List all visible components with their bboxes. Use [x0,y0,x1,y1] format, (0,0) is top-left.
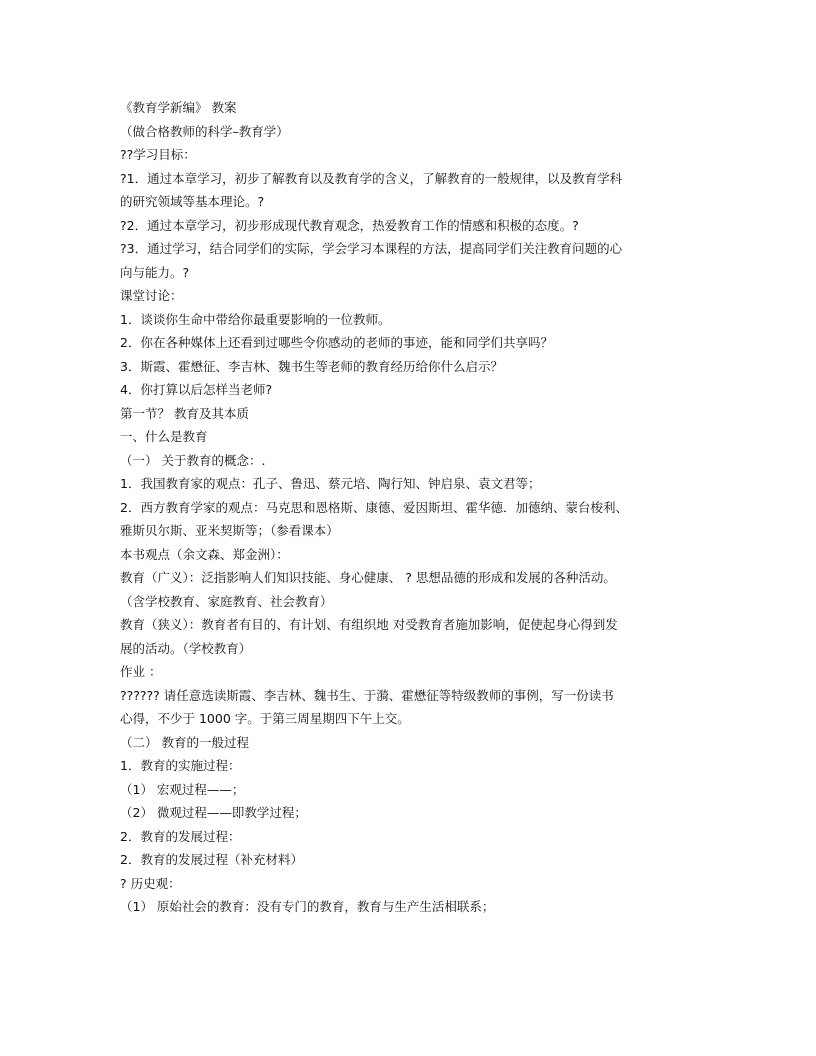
document-body [120,96,696,919]
doc-subtitle: （做合格教师的科学–教育学） [120,123,289,139]
text-line: （2） 微观过程——即教学过程； [120,805,307,820]
text-line: 4．你打算以后怎样当老师? [120,382,273,397]
section-heading-what-is-education: 一、什么是教育 [120,429,208,444]
text-line: 教育（狭义）：教育者有目的、有计划、有组织地 对受教育者施加影响，促使起身心得到发 [120,617,618,632]
text-line: 1．教育的实施过程： [120,758,241,773]
text-line: 2．教育的发展过程（补充材料） [120,852,303,867]
section-heading-homework: 作业 ： [120,664,162,679]
text-line: 教育（广义）：泛指影响人们知识技能、身心健康、 ? 思想品德的形成和发展的各种活动。 [120,570,616,585]
text-line: ?3．通过学习，结合同学们的实际，学会学习本课程的方法，提高同学们关注教育问题的心 [120,241,623,256]
subsection-heading-concept: （一） 关于教育的概念：. [120,452,266,468]
text-line: ?2．通过本章学习，初步形成现代教育观念，热爱教育工作的情感和积极的态度。? [120,217,579,233]
text-line: （含学校教育、家庭教育、社会教育） [120,593,333,609]
text-line: 2．你在各种媒体上还看到过哪些令你感动的老师的事迹，能和同学们共享吗？ [120,335,553,350]
section-heading-discussion: 课堂讨论： [120,288,183,303]
text-line: 3．斯霞、霍懋征、李吉林、魏书生等老师的教育经历给你什么启示？ [120,358,503,374]
text-line: （1） 宏观过程——； [120,781,245,797]
text-line: ?????? 请任意选读斯霞、李吉林、魏书生、于漪、霍懋征等特级教师的事例，写一份读书 [120,687,614,703]
text-line: ? 历史观： [120,875,181,891]
text-line: 雅斯贝尔斯、亚米契斯等；（参看课本） [120,523,339,538]
text-line: ?1．通过本章学习，初步了解教育以及教育学的含义，了解教育的一般规律，以及教育学科 [120,170,623,186]
text-line: 1．谈谈你生命中带给你最重要影响的一位教师。 [120,311,391,327]
text-line: 的研究领域等基本理论。? [120,194,265,209]
text-line: 展的活动。（学校教育） [120,640,252,656]
text-line: 心得，不少于 1000 字。于第三周星期四下午上交。 [120,711,410,726]
doc-title: 《教育学新编》 教案 [120,100,237,115]
subsection-heading-process: （二） 教育的一般过程 [120,734,249,750]
text-line: 向与能力。? [120,264,190,280]
text-line: 本书观点（余文森、郑金洲）： [120,546,289,562]
text-line: 2．教育的发展过程： [120,828,241,844]
section-heading-objectives: ??学习目标： [120,147,196,162]
text-line: （1） 原始社会的教育：没有专门的教育，教育与生产生活相联系； [120,899,495,914]
text-line: 1．我国教育家的观点：孔子、鲁迅、蔡元培、陶行知、钟启泉、袁文君等； [120,476,541,491]
section-heading-part1: 第一节？ 教育及其本质 [120,405,249,421]
text-line: 2．西方教育学家的观点：马克思和恩格斯、康德、爱因斯坦、霍华德．加德纳、蒙台梭利、 [120,499,628,515]
